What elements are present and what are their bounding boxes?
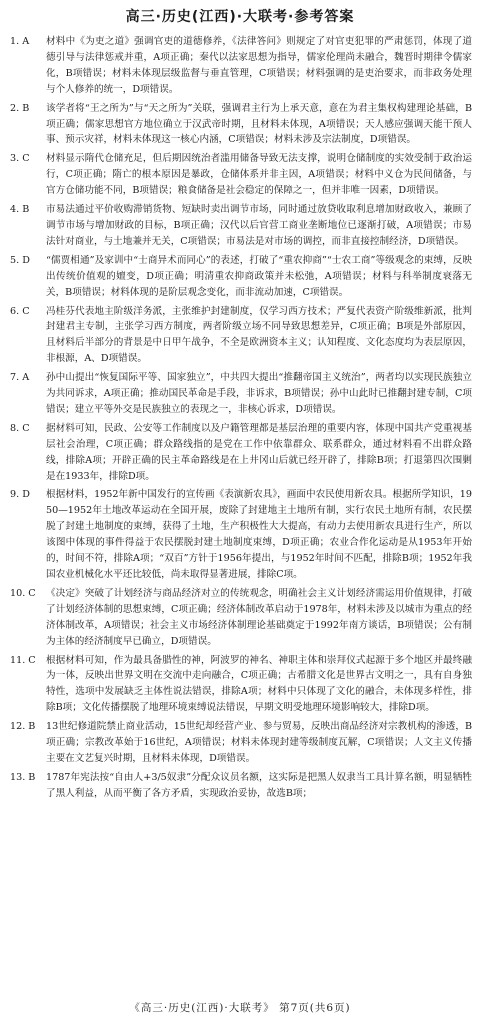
answer-item: [10, 304, 472, 368]
item-number: 2. B: [10, 102, 30, 114]
item-number: 6. C: [10, 305, 30, 317]
answer-item: [10, 202, 472, 250]
answer-item: [10, 487, 472, 582]
item-number: 12. B: [10, 721, 36, 733]
item-explanation: 根据材料，1952年新中国发行的宣传画《表演新农具》，画面中农民使用新农具。根据所学知识，1950—1952年土地改革运动在全国开展，废除了封建地主土地所有制，实行农民土地所有制，农民摆脱了封建土地制度的束缚，获得了土地，生产积极性大大提高，有动力去使用新农具进行生产，所以该图中体现的事件得益于农民摆脱封建土地制度束缚，D项正确；农业合作化运动是从1953年开始的，时间不符，排除A项；“双百”方针于1956年提出，与1952年时间不匹配，排除B项；1952年我国农业机械化水平还比较低，尚未取得显著进展，排除C项。: [46, 489, 472, 580]
item-explanation: 市易法通过平价收购滞销货物、短缺时卖出调节市场，同时通过放贷收取利息增加财政收入，兼顾了调节市场与增加财政的目标，B项正确；汉代以后官营工商业垄断地位已逐渐打破，A项错误；市易法针对商业，与土地兼并无关，C项错误；市易法是对市场的调控，而非直接控制经济，D项错误。: [46, 204, 472, 247]
page-footer: 《高三·历史(江西)·大联考》 第7页(共6页): [129, 1002, 351, 1014]
item-number: 13. B: [10, 771, 36, 783]
item-explanation: 冯桂芬代表地主阶级洋务派，主张维护封建制度，仅学习西方技术；严复代表资产阶级维新派，批判封建君主专制，主张学习西方制度，两者阶级立场不同导致思想差异，C项正确；B项是外部原因，且材料后半部分的背景是中日甲午战争，不全是欧洲资本主义；认知程度、文化态度均为表层原因，非根源，A、D项错误。: [46, 305, 472, 365]
answer-item: [10, 653, 472, 717]
answer-item: [10, 719, 472, 767]
item-explanation: 材料显示隋代仓储充足，但后期因统治者滥用储备导致无法支撑，说明仓储制度的实效受制于政治运行，C项正确；隋亡的根本原因是暴政，仓储体系并非主因，A项错误；材料中义仓为民间储备，与官方仓储功能不同，B项错误；粮食储备是社会稳定的保障之一，但并非唯一因素，D项错误。: [46, 153, 472, 197]
item-explanation: 1787年宪法按“自由人+3/5奴隶”分配众议员名额，这实际是把黑人奴隶当工具计算名额，明显牺牲了黑人利益，从而平衡了各方矛盾，实现政治妥协，故选B项；: [46, 771, 472, 799]
answer-item: [10, 101, 472, 149]
page-title: 高三·历史(江西)·大联考·参考答案: [125, 9, 355, 25]
item-explanation: 材料中《为吏之道》强调官吏的道德修养，《法律答问》则规定了对官吏犯罪的严肃惩罚，体现了道德引导与法律惩戒并重，A项正确；秦代以法家思想为指导，儒家伦理尚未融合，魏晋时期律令儒家化，B项错误；材料未体现层级监督与垂直管理，C项错误；材料强调的是吏治要求，而非政务处理与个人修养的统一，D项错误。: [46, 36, 472, 95]
item-explanation: 根据材料可知，作为最具备腊性的神，阿波罗的神名、神职主体和崇拜仪式起源于多个地区并最终融为一体，反映出世界文明在交流中走向融合，C项正确；古希腊文化是世界古文明之一，具有自身独特性，选项中发展缺乏主体性说法错误，排除A项；材料中只体现了文化的融合，未体现多样性，排除B项；文化传播摆脱了地理环境束缚说法错误，早期文明受地理环境影响较大，排除D项。: [46, 654, 472, 714]
item-number: 9. D: [10, 489, 30, 501]
answer-item: [10, 421, 472, 485]
item-number: 8. C: [10, 422, 30, 434]
answer-item: [10, 151, 472, 199]
answer-item: [10, 770, 472, 802]
item-explanation: 《决定》突破了计划经济与商品经济对立的传统观念，明确社会主义计划经济需运用价值规律，打破了计划经济体制的思想束缚，C项正确；经济体制改革启动于1978年，材料未涉及以城市为重点的经济体制改革，A项错误；社会主义市场经济体制理论基础奠定于1992年南方谈话，B项错误；公有制为主体的经济制度早已确立，D项错误。: [46, 587, 472, 647]
item-number: 3. C: [10, 153, 30, 165]
item-number: 4. B: [10, 204, 30, 216]
item-number: 11. C: [10, 654, 36, 666]
answer-list: [10, 34, 472, 805]
item-explanation: 13世纪修道院禁止商业活动，15世纪却经营产业、参与贸易，反映出商品经济对宗教机构的渗透，B项正确；宗教改革始于16世纪，A项错误；材料未体现封建等级制度瓦解，C项错误；人文主义传播主要在文艺复兴时期，且材料未体现，D项错误。: [46, 721, 472, 764]
item-number: 10. C: [10, 587, 36, 599]
answer-item: [10, 34, 472, 98]
answer-item: [10, 370, 472, 418]
answer-item: [10, 586, 472, 650]
answer-item: [10, 253, 472, 301]
item-explanation: 据材料可知，民政、公安等工作制度以及户籍管理都是基层治理的重要内容，体现中国共产党重视基层社会治理，C项正确；群众路线指的是党在工作中依靠群众、联系群众，通过材料看不出群众路线，排除A项；开辟正确的民主革命路线是在上井冈山后就已经开辟了，排除B项；打退第四次围剿是在1933年，排除D项。: [46, 422, 472, 482]
item-explanation: “儒贾相通”及家训中“士商异术而同心”的表述，打破了“重农抑商”“士农工商”等级观念的束缚，反映出传统价值观的嬗变，D项正确；明清重农抑商政策并未松弛，A项错误；材料与科举制度衰落无关，B项错误；材料体现的是阶层观念变化，而非流动加速，C项错误。: [46, 254, 472, 298]
item-explanation: 该学者将“王之所为”与“天之所为”关联，强调君主行为上承天意，意在为君主集权构建理论基础，B项正确；儒家思想官方地位确立于汉武帝时期，且材料未体现，A项错误；天人感应强调天能干预人事、预示灾祥，材料未体现这一核心内涵，C项错误；材料未涉及宗法制度，D项错误。: [46, 102, 472, 146]
item-explanation: 孙中山提出“恢复国际平等、国家独立”，中共四大提出“推翻帝国主义统治”，两者均以实现民族独立为共同诉求，A项正确；推动国民革命是手段，非诉求，B项错误；孙中山此时已推翻封建专制，C项错误；建立平等外交是民族独立的表现之一，非核心诉求，D项错误。: [46, 372, 472, 415]
item-number: 5. D: [10, 254, 30, 266]
item-number: 1. A: [10, 36, 30, 47]
item-number: 7. A: [10, 372, 30, 384]
